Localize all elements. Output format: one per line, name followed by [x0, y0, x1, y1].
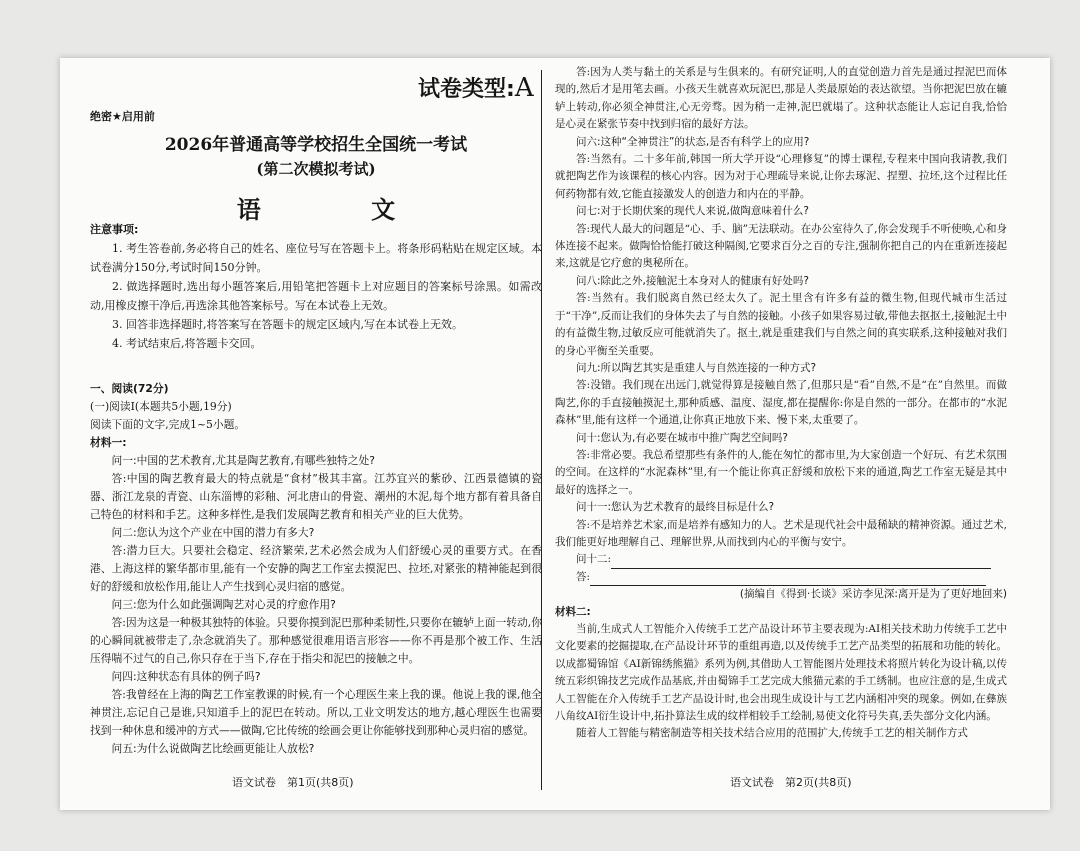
a12-blank[interactable]: [590, 573, 986, 586]
interview-paragraph: 问一:中国的艺术教育,尤其是陶艺教育,有哪些独特之处?: [111, 454, 375, 467]
interview-paragraph: 答:非常必要。我总希望那些有条件的人,能在匆忙的都市里,为大家创造一个好玩、有艺术氛围的空间。在这样的“水泥森林”里,有一个能让你真正舒缓和放松下来的通道,陶艺工作室无疑是其中最好的选择之一。: [555, 448, 1007, 496]
note-item: 4. 考试结束后,将答题卡交回。: [112, 337, 262, 350]
a12-label: 答:: [576, 570, 591, 583]
reading-right-column: [555, 64, 1007, 743]
interview-paragraph: 答:因为这是一种极其独特的体验。只要你摸到泥巴那种柔韧性,只要你在辘轳上面一转动,你的心瞬间就被带走了,杂念就消失了。那种感觉很难用语言形容——你不再是那个被工作、生活压得喘不过气的自己,你只存在于当下,存在于指尖和泥巴的接触之中。: [90, 616, 542, 665]
reading-instruction: 阅读下面的文字,完成1~5小题。: [90, 418, 246, 431]
note-item: 3. 回答非选择题时,将答案写在答题卡的规定区域内,写在本试卷上无效。: [112, 318, 463, 331]
section-heading: 一、阅读(72分): [90, 382, 169, 395]
interview-paragraph: 问三:您为什么如此强调陶艺对心灵的疗愈作用?: [111, 598, 336, 611]
interview-paragraph: 答:因为人类与黏土的关系是与生俱来的。有研究证明,人的直觉创造力首先是通过捏泥巴而体现的,然后才是用笔去画。小孩天生就喜欢玩泥巴,那是人类最原始的表达欲望。当你把泥巴放在辘轳上转动,你必须全神贯注,心无旁骛。因为稍一走神,泥巴就塌了。这种状态能让人忘记自我,恰恰是心灵在紧张节奏中找到归宿的最好方法。: [555, 66, 1007, 131]
exam-title: 2026年普通高等学校招生全国统一考试: [164, 135, 468, 155]
material2-paragraph: 随着人工智能与精密制造等相关技术结合应用的范围扩大,传统手工艺的相关制作方式: [576, 727, 968, 740]
reading-left-column: [90, 380, 542, 758]
interview-paragraph: 答:当然有。我们脱离自然已经太久了。泥土里含有许多有益的微生物,但现代城市生活过于“干净”,反而让我们的身体失去了与自然的接触。小孩子如果容易过敏,带他去抠抠土,接触泥土中的有益微生物,过敏反应可能就消失了。抠土,就是重建我们与自然之间的真实联系,这种接触对我们的身心平衡至关重要。: [555, 292, 1007, 357]
interview-paragraph: 问四:这种状态有具体的例子吗?: [111, 670, 261, 683]
interview-paragraph: 答:潜力巨大。只要社会稳定、经济繁荣,艺术必然会成为人们舒缓心灵的重要方式。在香港、上海这样的繁华都市里,能有一个安静的陶艺工作室去摸泥巴、拉坯,对紧张的精神能起到很好的舒缓和放松作用,能让人产生找到心灵归宿的感觉。: [90, 544, 542, 593]
exam-subtitle: (第二次模拟考试): [256, 160, 376, 178]
interview-paragraph: 答:中国的陶艺教育最大的特点就是“食材”极其丰富。江苏宜兴的紫砂、江西景德镇的瓷器、浙江龙泉的青瓷、山东淄博的彩釉、河北唐山的骨瓷、潮州的木泥,每个地方都有着具备自己特色的材料和手艺。这种多样性,是我们发展陶艺教育和相关产业的巨大优势。: [90, 472, 542, 521]
interview-paragraph: 问十一:您认为艺术教育的最终目标是什么?: [576, 501, 775, 514]
interview-paragraph: 问二:您认为这个产业在中国的潜力有多大?: [111, 526, 315, 539]
a12-line: [555, 569, 1007, 586]
interview-paragraph: 答:现代人最大的问题是“心、手、脑”无法联动。在办公室待久了,你会发现手不听使唤,心和身体连接不起来。做陶恰恰能打破这种隔阂,它要求百分之百的专注,强制你把自己的内在重新连接起来,这就是它疗愈的奥秘所在。: [555, 222, 1007, 270]
notes-heading: 注意事项:: [90, 223, 139, 236]
material2-label: 材料二:: [555, 605, 591, 618]
secret-label: 绝密★启用前: [90, 110, 155, 123]
interview-paragraph: 答:我曾经在上海的陶艺工作室教课的时候,有一个心理医生来上我的课。他说上我的课,他全神贯注,忘记自己是谁,只知道手上的泥巴在转动。所以,工业文明发达的地方,越心理医生也需要找到一种休息和缓冲的方式——做陶,它比传统的绘画会更让你能够找到那种心灵归宿的感觉。: [90, 688, 542, 737]
subject-title: 语 文: [236, 195, 439, 224]
interview-paragraph: 问七:对于长期伏案的现代人来说,做陶意味着什么?: [576, 205, 809, 218]
q12-blank[interactable]: [611, 556, 991, 569]
interview-paragraph: 问九:所以陶艺其实是重建人与自然连接的一种方式?: [576, 361, 817, 374]
note-item: 2. 做选择题时,选出每小题答案后,用铅笔把答题卡上对应题目的答案标号涂黑。如需改动,用橡皮擦干净后,再选涂其他答案标号。写在本试卷上无效。: [90, 280, 542, 312]
footer-right: 语文试卷 第2页(共8页): [730, 776, 852, 789]
interview-paragraph: 答:当然有。二十多年前,韩国一所大学开设“心理修复”的博士课程,专程来中国向我请教,我们就把陶艺作为该课程的核心内容。因为对于心理疏导来说,让你去琢泥、捏塑、拉坯,这个过程比任何药物都有效,它能直接激发人的创造力和内在的平静。: [555, 153, 1007, 200]
interview-paragraph: 问八:除此之外,接触泥土本身对人的健康有好处吗?: [576, 274, 809, 287]
interview-paragraph: 问五:为什么说做陶艺比绘画更能让人放松?: [111, 742, 315, 755]
material1-label: 材料一:: [90, 436, 127, 449]
source-citation: (摘编自《得到·长谈》采访李见深:离开是为了更好地回来): [739, 588, 1007, 601]
interview-paragraph: 答:不是培养艺术家,而是培养有感知力的人。艺术是现代社会中最稀缺的精神资源。通过艺术,我们能更好地理解自己、理解世界,从而找到内心的平衡与安宁。: [555, 518, 1007, 548]
paper-type: [418, 72, 534, 103]
interview-paragraph: 答:没错。我们现在出远门,就觉得算是接触自然了,但那只是“看”自然,不是“在”自然里。而做陶艺,你的手直接触摸泥土,那种质感、温度、湿度,都在提醒你:你是自然的一部分。在都市的“水泥森林”里,能有这样一个通道,让你真正地放下来、慢下来,太重要了。: [555, 379, 1007, 427]
notes-section: [90, 220, 542, 353]
material2-paragraph: 当前,生成式人工智能介入传统手工艺产品设计环节主要表现为:AI相关技术助力传统手工艺中文化要素的挖掘提取,在产品设计环节的重组再造,以及传统手工艺产品类型的拓展和功能的转化。以成都蜀锦馆《AI新锦绣熊猫》系列为例,其借助人工智能图片处理技术将照片转化为设计稿,以传统五彩织锦技艺完成作品基底,并由蜀锦手工艺完成大熊猫元素的手工绣制。也应注意的是,生成式人工智能在介入传统手工艺产品设计时,也会出现生成设计与工艺内涵相冲突的现象。例如,在彝族八角纹AI衍生设计中,拓扑算法生成的纹样相较手工绘制,易使文化符号失真,丢失部分文化内涵。: [555, 623, 1007, 723]
interview-paragraph: 问十:您认为,有必要在城市中推广陶艺空间吗?: [576, 431, 788, 444]
paper-type-value: A: [514, 73, 534, 103]
interview-paragraph: 问六:这种“全神贯注”的状态,是否有科学上的应用?: [576, 135, 810, 148]
note-item: 1. 考生答卷前,务必将自己的姓名、座位号写在答题卡上。将条形码粘贴在规定区域。本试卷满分150分,考试时间150分钟。: [90, 242, 542, 274]
q12-label: 问十二:: [576, 553, 612, 566]
paper-type-label: 试卷类型:: [418, 77, 515, 102]
footer-left: 语文试卷 第1页(共8页): [232, 776, 354, 789]
q12-line: [555, 551, 1007, 568]
part-heading: (一)阅读Ⅰ(本题共5小题,19分): [90, 400, 232, 413]
